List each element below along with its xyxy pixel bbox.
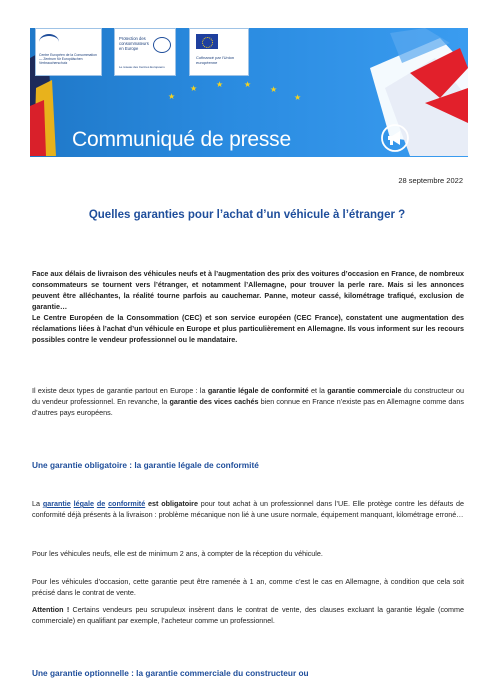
link-garantie[interactable]: garantie — [42, 499, 71, 508]
eu-stars-icon: ★ ★ ★ ★ ★ ★ — [168, 80, 302, 102]
link-de[interactable]: de — [96, 499, 106, 508]
eu-flag-icon — [196, 34, 218, 49]
arc-icon — [39, 34, 59, 50]
legal-text-bold: est obligatoire — [145, 499, 198, 508]
page-title: Quelles garanties pour l’achat d’un véhicule à l’étranger ? — [88, 209, 406, 221]
warning-text: Certains vendeurs peu scrupuleux insèrent dans le contrat de vente, des clauses excluant la garantie légale (comme commerciale) en qualifiant par exemple, l’acheteur comme un professionnel. — [32, 605, 465, 625]
press-date: 28 septembre 2022 — [398, 176, 463, 185]
eu-cofunded-logo — [189, 28, 249, 76]
warning-paragraph — [32, 604, 464, 626]
types-bold-hidden-defects: garantie des vices cachés — [169, 397, 259, 406]
press-banner — [30, 28, 468, 157]
section-heading-legal: Une garantie obligatoire : la garantie légale de conformité — [32, 460, 259, 470]
legal-text-rest: pour tout achat à un professionnel dans l’UE. Elle protège contre les défauts de conformité déjà présents à la livraison : problème mécanique non lié à une usure normale, équipement manquant, kilométrage erroné… — [32, 499, 465, 519]
types-text-4: bien connue en France n’existe pas en Allemagne comme dans d’autres pays européens. — [32, 397, 464, 417]
link-legale[interactable]: légale — [73, 499, 95, 508]
banner-title: Communiqué de presse — [72, 128, 291, 151]
intro-paragraph-1: Face aux délais de livraison des véhicules neufs et à l’augmentation des prix des voitures d’occasion en France, de nombreux consommateurs se tournent vers l’étranger, et notamment l’Allemagne, pour trouver la perle rare. Mais si les annonces peuvent être alléchantes, la réalité tourne parfois au cauchemar. Panne, moteur cassé, kilométrage trafiqué, exclusion de garantie… — [32, 269, 464, 311]
link-conformite[interactable]: conformité — [108, 499, 146, 508]
types-text-2: et la — [308, 386, 328, 395]
section-heading-commercial: Une garantie optionnelle : la garantie commerciale du constructeur ou — [32, 668, 309, 678]
types-bold-commercial: garantie commerciale — [327, 386, 402, 395]
new-vehicles-paragraph: Pour les véhicules neufs, elle est de minimum 2 ans, à compter de la réception du véhicule. — [32, 549, 323, 558]
types-bold-legal: garantie légale de conformité — [207, 386, 309, 395]
warning-label: Attention ! — [32, 605, 70, 614]
types-text-3: du constructeur ou du vendeur professionnel. En revanche, la — [32, 386, 464, 406]
cec-logo — [35, 28, 102, 76]
legal-text-pre: La — [32, 499, 43, 508]
eu-logo-text: Cofinancé par l'Union européenne — [196, 55, 235, 65]
used-vehicles-paragraph: Pour les véhicules d’occasion, cette garantie peut être ramenée à 1 an, comme c’est le cas en Allemagne, à condition que cela soit précisé dans le contrat de vente. — [32, 577, 464, 597]
legal-guarantee-paragraph — [32, 498, 464, 520]
cec-logo-text: Centre Européen de la Consommation — Zentrum für Europäischen Verbraucherschutz — [39, 53, 97, 65]
guarantee-types-paragraph — [32, 385, 464, 418]
intro-paragraph-2: Le Centre Européen de la Consommation (CEC) et son service européen (CEC France), constatent une augmentation des réclamations liées à l’achat d’un véhicule en Europe et plus particulièrement en Allemagne. Ils vous informent sur les recours possibles contre le vendeur professionnel ou le mandataire. — [32, 313, 464, 344]
ecc-globe-icon — [153, 37, 171, 53]
ecc-net-logo — [114, 28, 176, 76]
types-text-1: Il existe deux types de garantie partout en Europe : la — [32, 386, 208, 395]
ecc-logo-sub: Le réseau des Centres Européens — [119, 65, 165, 69]
ecc-logo-text: Protection des consommateurs en Europe — [119, 36, 149, 51]
megaphone-icon — [380, 123, 410, 153]
